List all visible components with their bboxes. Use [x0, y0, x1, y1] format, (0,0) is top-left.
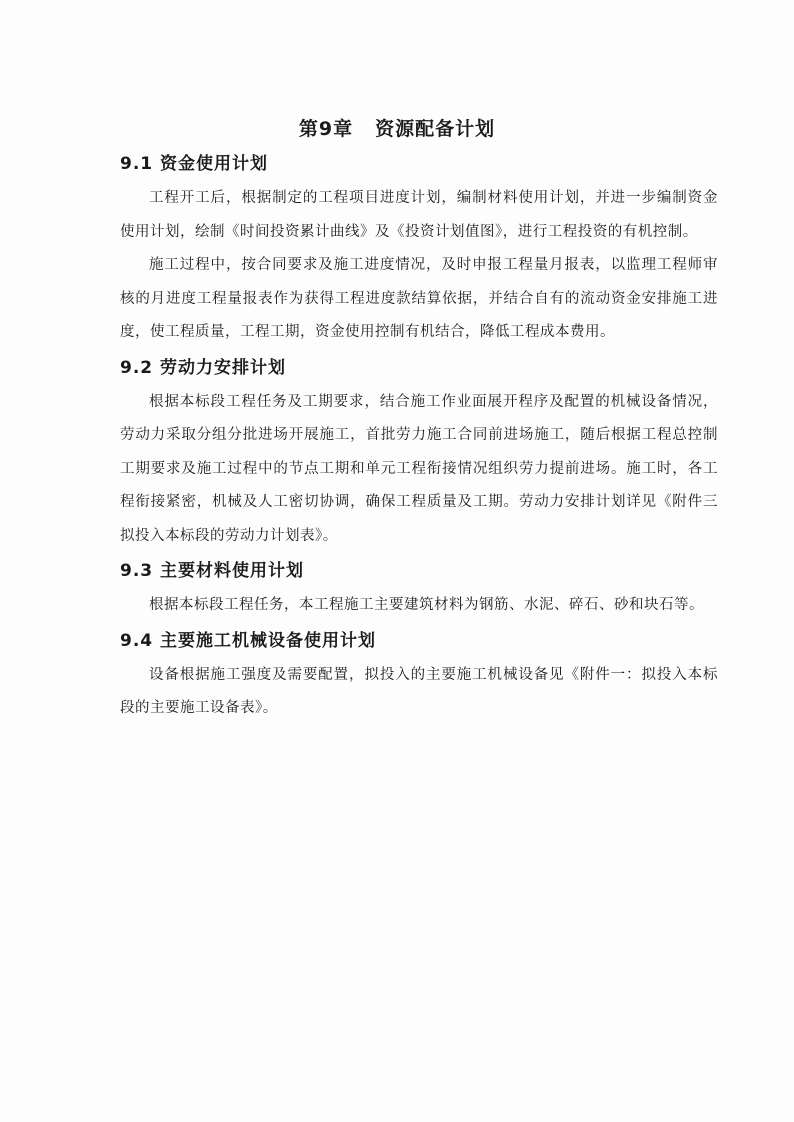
section-funds	[120, 150, 718, 350]
paragraph: 施工过程中，按合同要求及施工进度情况，及时申报工程量月报表，以监理工程师审核的月进度工程量报表作为获得工程进度款结算依据，并结合自有的流动资金安排施工进度，使工程质量，工程工期，资金使用控制有机结合，降低工程成本费用。	[120, 257, 718, 340]
section-title: 9.1 资金使用计划	[120, 154, 269, 174]
paragraph: 设备根据施工强度及需要配置，拟投入的主要施工机械设备见《附件一：拟投入本标段的主要施工设备表》。	[120, 666, 718, 716]
paragraph: 根据本标段工程任务，本工程施工主要建筑材料为钢筋、水泥、碎石、砂和块石等。	[149, 597, 704, 613]
paragraph: 根据本标段工程任务及工期要求，结合施工作业面展开程序及配置的机械设备情况，劳动力采取分组分批进场开展施工，首批劳力施工合同前进场施工，随后根据工程总控制工期要求及施工过程中的节点工期和单元工程衔接情况组织劳力提前进场。施工时，各工程衔接紧密，机械及人工密切协调，确保工程质量及工期。劳动力安排计划详见《附件三 拟投入本标段的劳动力计划表》。	[120, 393, 718, 544]
section-title: 9.3 主要材料使用计划	[120, 561, 305, 581]
paragraph: 工程开工后，根据制定的工程项目进度计划，编制材料使用计划，并进一步编制资金使用计划，绘制《时间投资累计曲线》及《投资计划值图》，进行工程投资的有机控制。	[120, 190, 718, 240]
chapter-heading: 资源配备计划	[375, 118, 496, 140]
section-title: 9.2 劳动力安排计划	[120, 357, 287, 378]
section-title: 9.4 主要施工机械设备使用计划	[120, 630, 377, 651]
chapter-title	[0, 114, 794, 141]
chapter-number: 第9章	[298, 118, 354, 140]
section-materials	[120, 557, 718, 623]
document-body	[120, 150, 718, 730]
section-equipment	[120, 627, 718, 726]
section-labor	[120, 354, 718, 554]
